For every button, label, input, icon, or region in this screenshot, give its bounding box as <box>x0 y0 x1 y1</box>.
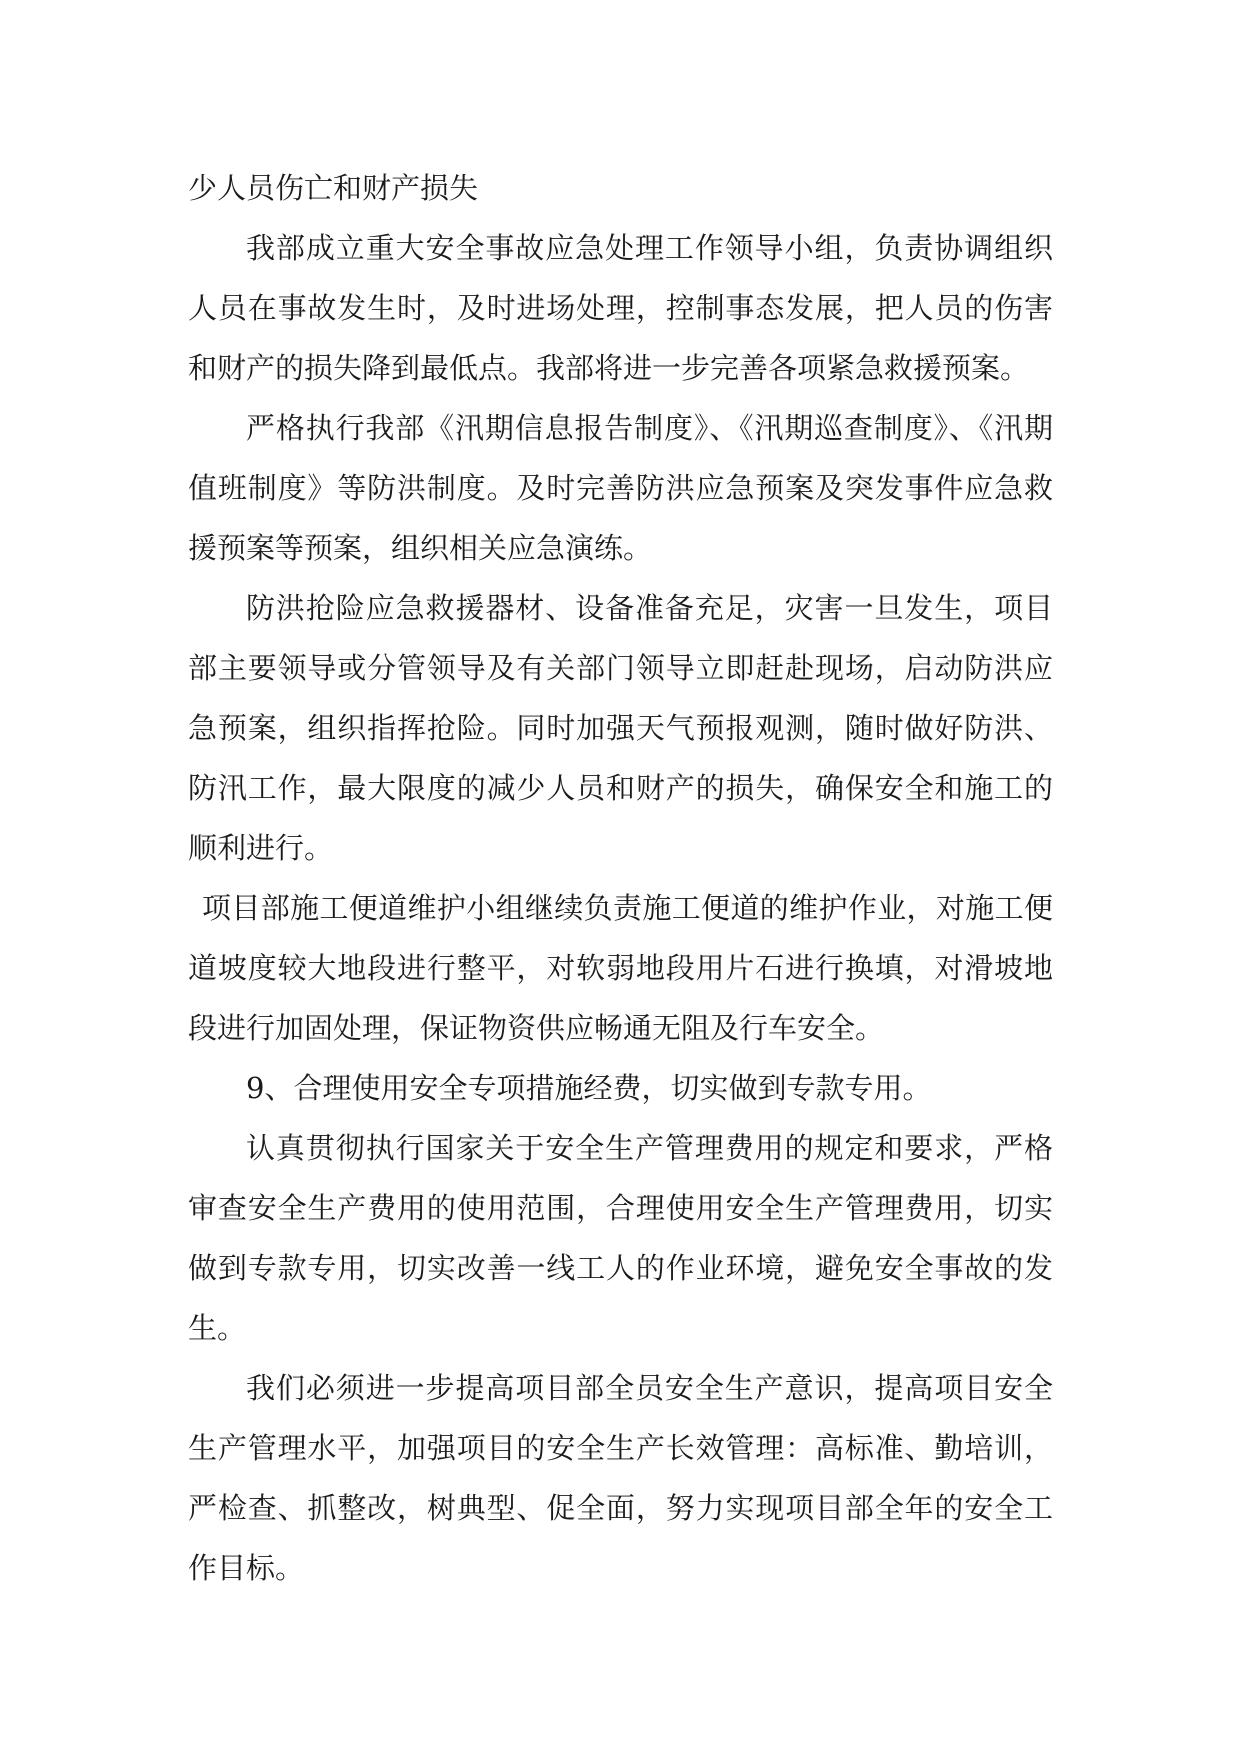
paragraph-safety-funds: 认真贯彻执行国家关于安全生产管理费用的规定和要求，严格审查安全生产费用的使用范围，合理使用安全生产管理费用，切实做到专款专用，切实改善一线工人的作业环境，避免安全事故的发生。 <box>188 1131 1053 1345</box>
paragraph-safety-goals: 我们必须进一步提高项目部全员安全生产意识，提高项目安全生产管理水平，加强项目的安全生产长效管理：高标准、勤培训，严检查、抓整改，树典型、促全面，努力实现项目部全年的安全工作目标。 <box>188 1371 1053 1585</box>
paragraph-section-9-heading: 9、合理使用安全专项措施经费，切实做到专款专用。 <box>246 1071 932 1105</box>
paragraph-continuation: 少人员伤亡和财产损失 <box>188 171 479 205</box>
body-text <box>188 158 1053 1598</box>
paragraph-road-maintenance: 项目部施工便道维护小组继续负责施工便道的维护作业，对施工便道坡度较大地段进行整平，对软弱地段用片石进行换填，对滑坡地段进行加固处理，保证物资供应畅通无阻及行车安全。 <box>188 891 1053 1045</box>
paragraph-flood-rescue: 防洪抢险应急救援器材、设备准备充足，灾害一旦发生，项目部主要领导或分管领导及有关部门领导立即赶赴现场，启动防洪应急预案，组织指挥抢险。同时加强天气预报观测，随时做好防洪、防汛工作，最大限度的减少人员和财产的损失，确保安全和施工的顺利进行。 <box>188 591 1053 865</box>
paragraph-flood-regulations: 严格执行我部《汛期信息报告制度》、《汛期巡查制度》、《汛期值班制度》等防洪制度。及时完善防洪应急预案及突发事件应急救援预案等预案，组织相关应急演练。 <box>188 411 1053 565</box>
paragraph-emergency-team: 我部成立重大安全事故应急处理工作领导小组，负责协调组织人员在事故发生时，及时进场处理，控制事态发展，把人员的伤害和财产的损失降到最低点。我部将进一步完善各项紧急救援预案。 <box>188 231 1053 385</box>
